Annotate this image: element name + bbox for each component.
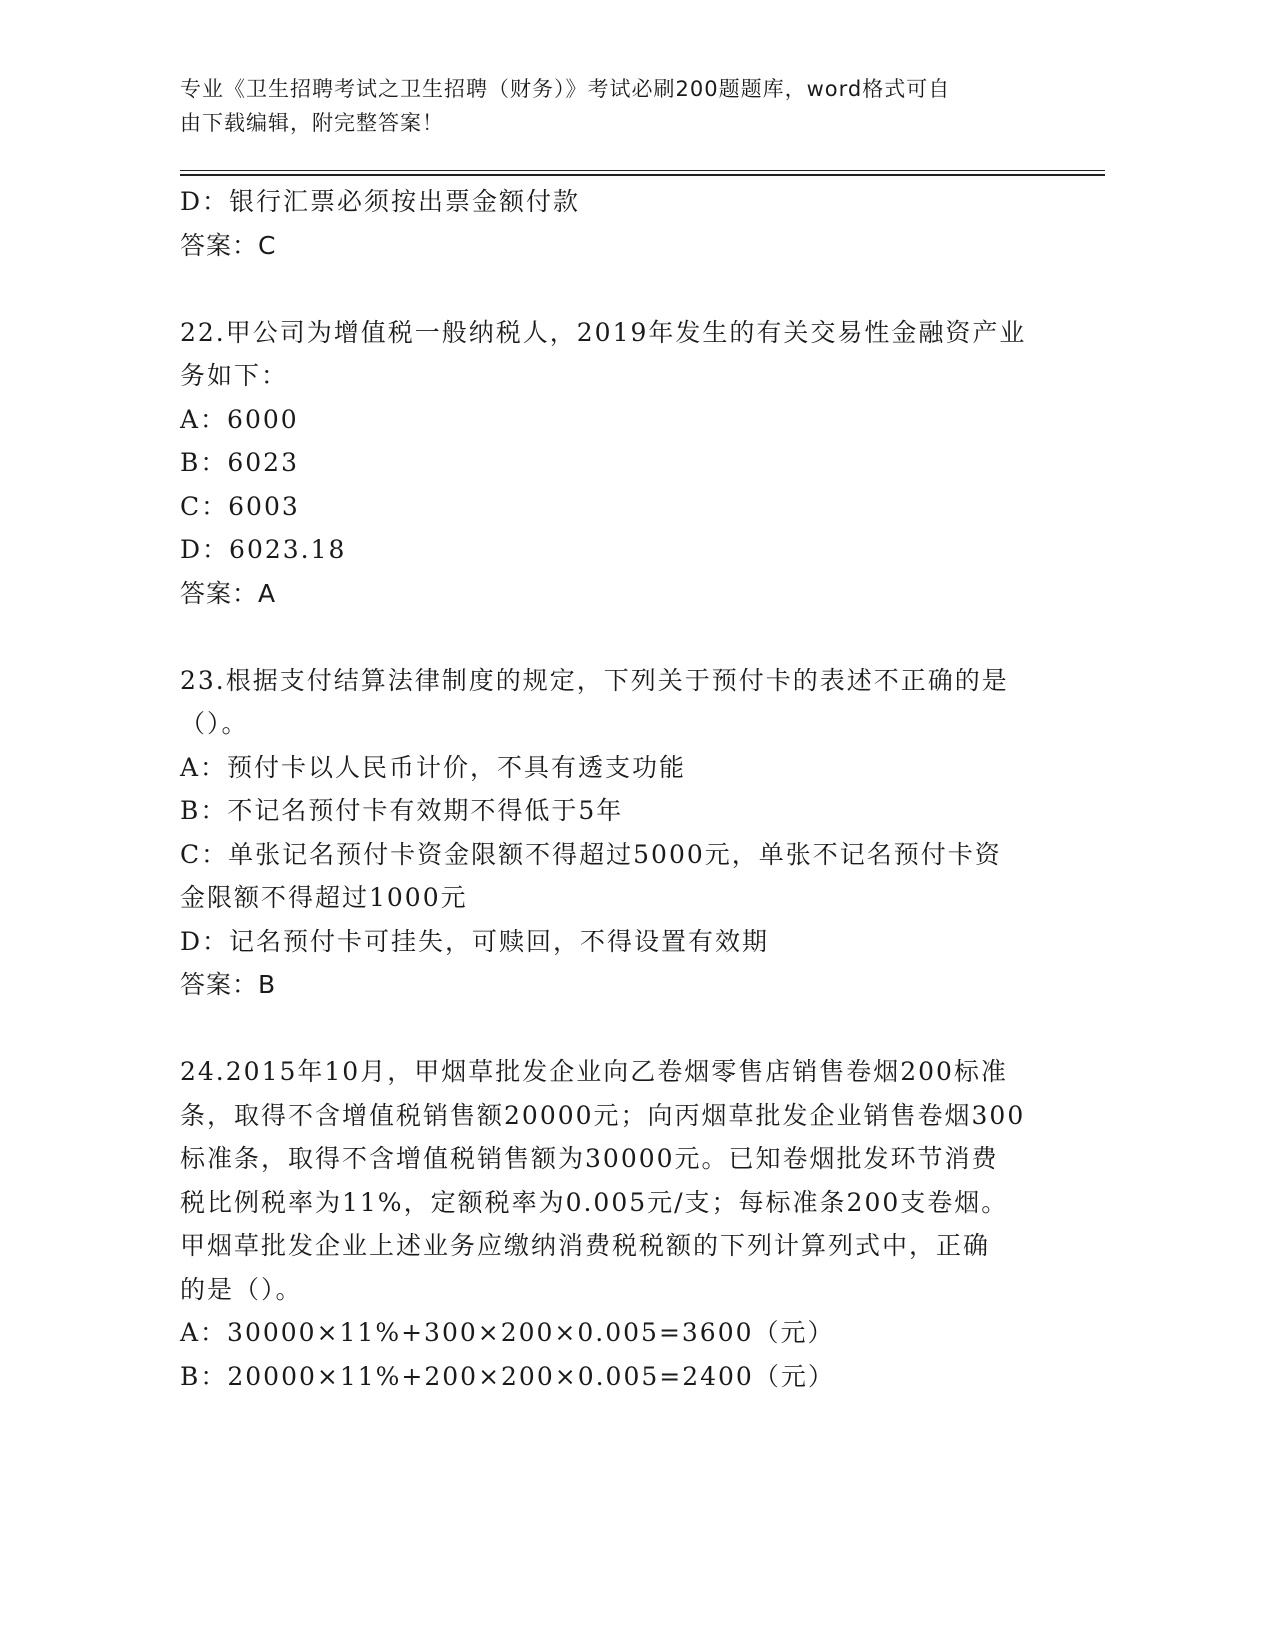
question-list	[180, 180, 1060, 1398]
option-a: A：30000×11%+300×200×0.005=3600（元）	[180, 1318, 835, 1347]
option-d: D：记名预付卡可挂失，可赎回，不得设置有效期	[180, 926, 770, 956]
question-22	[180, 311, 1060, 616]
option-c: C：6003	[180, 491, 300, 521]
option-a: A：6000	[180, 404, 299, 434]
question-24	[180, 1050, 1060, 1398]
question-23	[180, 659, 1060, 1007]
question-stem: 税比例税率为11%，定额税率为0.005元/支；每标准条200支卷烟。	[180, 1187, 1009, 1217]
option-b: B：6023	[180, 448, 299, 477]
option-c: C：单张记名预付卡资金限额不得超过5000元，单张不记名预付卡资	[180, 839, 1002, 869]
header-line-2: 由下载编辑，附完整答案！	[180, 111, 444, 135]
question-stem: 甲烟草批发企业上述业务应缴纳消费税税额的下列计算列式中，正确	[180, 1231, 991, 1260]
answer: 答案：C	[180, 230, 277, 260]
spacer	[180, 267, 1060, 311]
question-stem: 条，取得不含增值税销售额20000元；向丙烟草批发企业销售卷烟300	[180, 1100, 1026, 1130]
answer: 答案：A	[180, 578, 277, 608]
spacer	[180, 615, 1060, 659]
question-stem: 的是（）。	[180, 1274, 303, 1304]
question-stem: 23.根据支付结算法律制度的规定，下列关于预付卡的表述不正确的是	[180, 665, 1009, 695]
question-stem: 22.甲公司为增值税一般纳税人，2019年发生的有关交易性金融资产业	[180, 317, 1027, 347]
header-line-1: 专业《卫生招聘考试之卫生招聘（财务）》考试必刷200题题库，word格式可自	[180, 77, 951, 101]
option-a: A：预付卡以人民币计价，不具有透支功能	[180, 752, 687, 782]
option-d: D：银行汇票必须按出票金额付款	[180, 187, 581, 216]
question-stem: 24.2015年10月，甲烟草批发企业向乙卷烟零售店销售卷烟200标准	[180, 1057, 1008, 1086]
question-stem: 标准条，取得不含增值税销售额为30000元。已知卷烟批发环节消费	[180, 1144, 999, 1173]
header-divider-thin	[180, 170, 1105, 171]
document-header	[180, 72, 1040, 140]
spacer	[180, 1007, 1060, 1051]
option-b: B：20000×11%+200×200×0.005=2400（元）	[180, 1361, 835, 1391]
option-c-continued: 金限额不得超过1000元	[180, 883, 468, 912]
option-d: D：6023.18	[180, 535, 347, 564]
header-divider-thick	[180, 174, 1105, 176]
question-21-tail	[180, 180, 1060, 267]
option-b: B：不记名预付卡有效期不得低于5年	[180, 796, 624, 825]
answer: 答案：B	[180, 970, 277, 999]
question-stem: 务如下：	[180, 361, 289, 390]
question-stem: （）。	[180, 709, 249, 738]
